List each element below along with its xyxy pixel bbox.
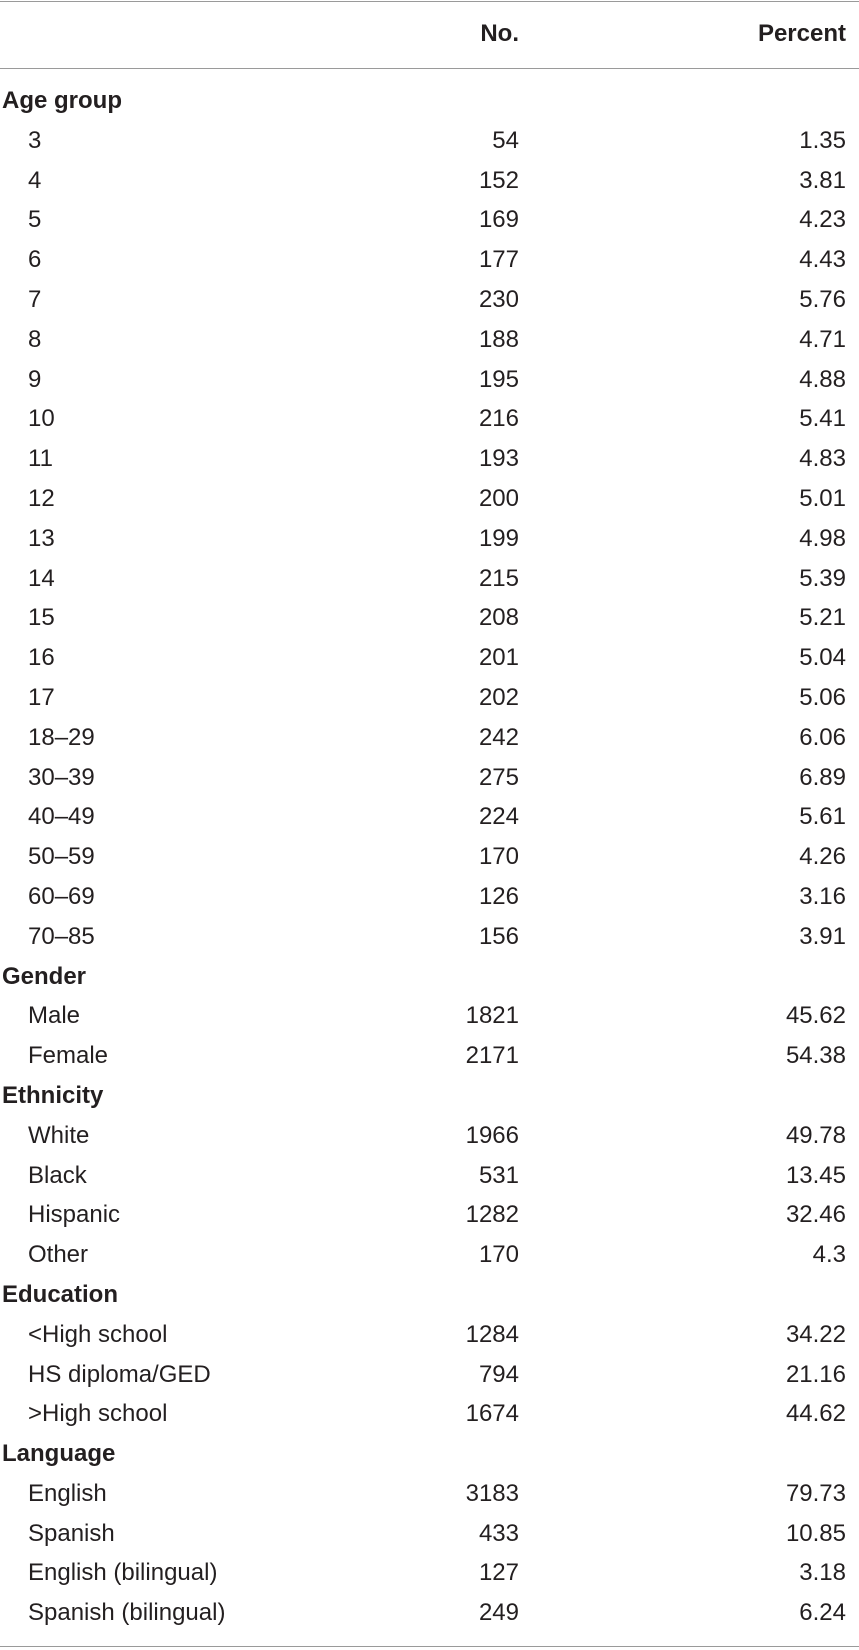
row-count: 215 [478,564,519,592]
row-count: 156 [478,922,519,950]
row-label: 50–59 [28,843,95,871]
row-label: 12 [28,484,55,512]
table-row [0,1553,859,1593]
row-label: 18–29 [28,723,95,751]
table-row [0,797,859,837]
table-row [0,200,859,240]
row-count: 275 [478,763,519,791]
row-percent: 5.01 [799,484,846,512]
row-percent: 4.98 [799,524,846,552]
row-label: 7 [28,285,42,313]
row-count: 242 [478,723,519,751]
row-label: 3 [28,126,42,154]
row-count: 794 [478,1360,519,1388]
table-row [0,240,859,280]
row-percent: 21.16 [785,1360,846,1388]
row-percent: 3.81 [799,166,846,194]
table-row [0,877,859,917]
row-percent: 44.62 [785,1400,846,1428]
row-count: 1674 [465,1400,519,1428]
section-title: Language [2,1440,116,1468]
section-title: Ethnicity [2,1081,104,1109]
row-label: 70–85 [28,922,95,950]
row-count: 126 [478,882,519,910]
row-count: 195 [478,365,519,393]
row-label: 15 [28,604,55,632]
section-header-row [0,1275,859,1315]
table-row [0,1156,859,1196]
row-count: 1821 [465,1002,519,1030]
row-label: 13 [28,524,55,552]
table-row [0,1394,859,1434]
table-row [0,1116,859,1156]
row-count: 2171 [465,1042,519,1070]
row-label: 5 [28,206,42,234]
table-row [0,1235,859,1275]
row-percent: 4.43 [799,246,846,274]
row-percent: 49.78 [785,1121,846,1149]
row-label: >High school [28,1400,168,1428]
row-percent: 79.73 [785,1479,846,1507]
table-row [0,1036,859,1076]
row-label: 40–49 [28,803,95,831]
table-row [0,1355,859,1395]
row-count: 249 [478,1599,519,1627]
row-percent: 54.38 [785,1042,846,1070]
table-row [0,758,859,798]
row-count: 433 [478,1519,519,1547]
row-label: 14 [28,564,55,592]
table-row [0,678,859,718]
table-row [0,837,859,877]
row-label: Spanish (bilingual) [28,1599,226,1627]
table-row [0,161,859,201]
row-label: Spanish [28,1519,115,1547]
row-percent: 4.71 [799,325,846,353]
row-count: 127 [478,1559,519,1587]
row-label: Other [28,1241,89,1269]
section-header-row [0,1076,859,1116]
column-header-no: No. [480,20,519,47]
row-label: Female [28,1042,109,1070]
row-count: 3183 [465,1479,519,1507]
row-count: 201 [478,644,519,672]
row-percent: 6.89 [799,763,846,791]
row-count: 169 [478,206,519,234]
table-row [0,1474,859,1514]
row-count: 230 [478,285,519,313]
table-row [0,638,859,678]
row-label: 4 [28,166,42,194]
row-count: 202 [478,683,519,711]
section-header-row [0,957,859,997]
row-count: 193 [478,445,519,473]
table-row [0,1195,859,1235]
table-row [0,320,859,360]
row-percent: 34.22 [785,1320,846,1348]
row-label: 10 [28,405,55,433]
row-percent: 3.18 [799,1559,846,1587]
row-percent: 3.91 [799,922,846,950]
row-percent: 5.39 [799,564,846,592]
row-label: <High school [28,1320,168,1348]
row-label: Hispanic [28,1201,121,1229]
row-label: 6 [28,246,42,274]
row-count: 188 [478,325,519,353]
table-header-rule [0,68,859,69]
row-percent: 13.45 [785,1161,846,1189]
row-label: English [28,1479,107,1507]
section-header-row [0,1434,859,1474]
table-row [0,1514,859,1554]
row-percent: 1.35 [799,126,846,154]
row-percent: 3.16 [799,882,846,910]
row-count: 170 [478,843,519,871]
table-header-row [0,14,859,54]
row-label: 17 [28,683,55,711]
column-header-percent: Percent [757,20,846,47]
table-row [0,399,859,439]
section-header-row [0,81,859,121]
row-percent: 4.3 [812,1241,846,1269]
table-bottom-rule [0,1646,859,1647]
row-count: 224 [478,803,519,831]
row-count: 170 [478,1241,519,1269]
row-label: 11 [28,445,53,473]
table-row [0,996,859,1036]
row-label: 8 [28,325,42,353]
row-label: Black [28,1161,87,1189]
table-row [0,479,859,519]
row-count: 199 [478,524,519,552]
row-percent: 5.04 [799,644,846,672]
row-percent: 5.06 [799,683,846,711]
table-row [0,519,859,559]
table-row [0,917,859,957]
row-label: 30–39 [28,763,95,791]
table-row [0,559,859,599]
row-label: 60–69 [28,882,95,910]
row-count: 1282 [465,1201,519,1229]
table-row [0,360,859,400]
section-title: Education [2,1280,119,1308]
section-title: Gender [2,962,87,990]
row-percent: 5.21 [799,604,846,632]
row-percent: 4.88 [799,365,846,393]
row-count: 531 [478,1161,519,1189]
row-label: English (bilingual) [28,1559,218,1587]
row-label: Male [28,1002,81,1030]
table-row [0,1593,859,1633]
row-count: 216 [478,405,519,433]
row-percent: 45.62 [785,1002,846,1030]
row-count: 177 [478,246,519,274]
row-label: White [28,1121,90,1149]
row-percent: 4.83 [799,445,846,473]
row-percent: 6.24 [799,1599,846,1627]
row-percent: 4.23 [799,206,846,234]
row-percent: 6.06 [799,723,846,751]
row-count: 152 [478,166,519,194]
table-top-rule [0,1,859,2]
table-row [0,1315,859,1355]
row-percent: 5.61 [799,803,846,831]
table-row [0,598,859,638]
table-row [0,439,859,479]
row-label: 9 [28,365,42,393]
row-count: 200 [478,484,519,512]
row-percent: 4.26 [799,843,846,871]
row-label: 16 [28,644,55,672]
row-count: 1966 [465,1121,519,1149]
row-count: 54 [492,126,519,154]
table-row [0,718,859,758]
table-row [0,280,859,320]
row-count: 208 [478,604,519,632]
row-percent: 10.85 [785,1519,846,1547]
row-count: 1284 [465,1320,519,1348]
row-percent: 5.41 [799,405,846,433]
row-percent: 5.76 [799,285,846,313]
row-percent: 32.46 [785,1201,846,1229]
table-row [0,121,859,161]
table-body [0,81,859,1633]
section-title: Age group [2,87,122,114]
row-label: HS diploma/GED [28,1360,211,1388]
